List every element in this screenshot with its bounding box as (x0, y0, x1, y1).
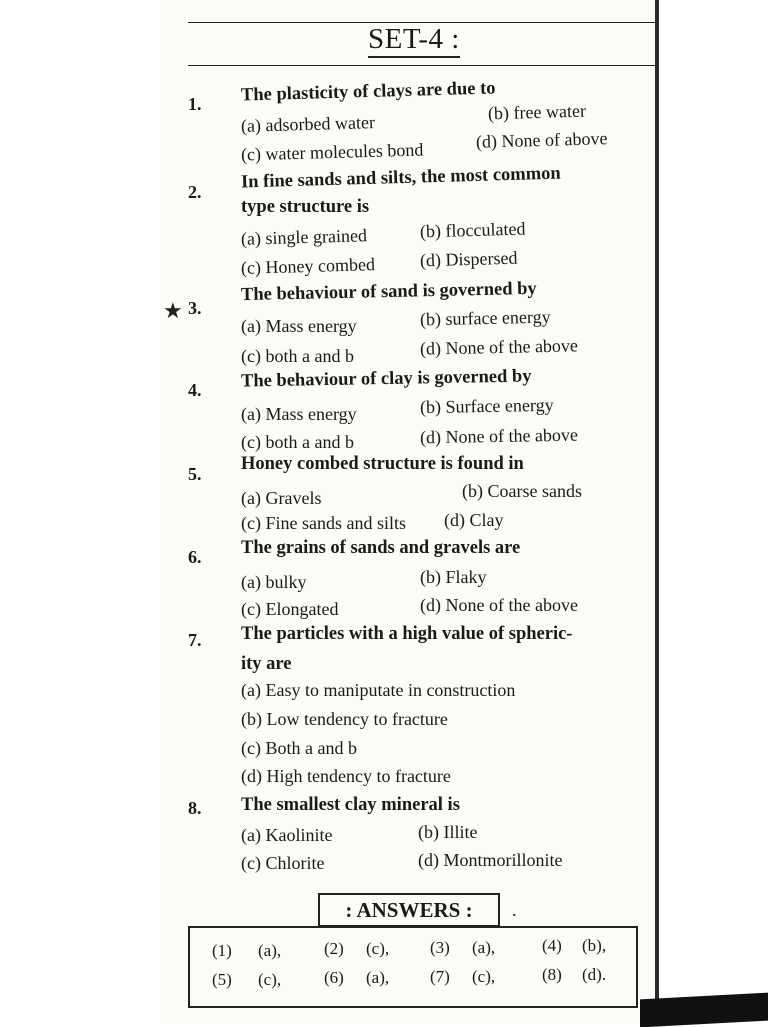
option-d: (d) None of above (475, 128, 608, 152)
answer-cell: (a), (366, 968, 390, 987)
question-text: The particles with a high value of spheric- (241, 624, 573, 644)
question-text-continued: ity are (241, 654, 292, 674)
option-a: (a) adsorbed water (240, 112, 376, 136)
option-b: (b) Surface energy (419, 394, 554, 418)
option-d: (d) None of the above (420, 595, 578, 615)
option-d: (d) Clay (444, 510, 504, 530)
option-c: (c) Elongated (241, 599, 339, 619)
question-text: Honey combed structure is found in (241, 454, 524, 474)
question-text: The plasticity of clays are due to (240, 78, 496, 106)
answer-cell: (b), (582, 936, 607, 955)
question-number: 6. (188, 547, 202, 567)
option-d: (d) Dispersed (419, 247, 518, 271)
question-text: The behaviour of clay is governed by (240, 366, 532, 392)
option-b: (b) Coarse sands (462, 481, 582, 501)
option-a: (a) Easy to maniputate in construction (241, 680, 516, 700)
page-edge-shadow (655, 0, 659, 1000)
question-text: The smallest clay mineral is (241, 795, 460, 815)
answer-cell: (8) (542, 965, 562, 984)
bottom-corner-shadow (640, 993, 768, 1027)
answer-cell: (a), (258, 941, 282, 960)
option-d: (d) None of the above (419, 335, 579, 359)
option-c: (c) Chlorite (241, 853, 325, 873)
option-a: (a) Kaolinite (241, 825, 333, 845)
answers-heading: : ANSWERS : (318, 893, 500, 927)
star-mark-icon: ★ (163, 298, 183, 323)
answer-cell: (d). (582, 965, 607, 984)
answer-cell: (3) (430, 938, 450, 957)
question-text: The behaviour of sand is governed by (240, 278, 537, 306)
option-d: (d) None of the above (419, 424, 579, 448)
answer-cell: (a), (472, 938, 496, 957)
option-a: (a) Gravels (241, 488, 322, 508)
option-a: (a) Mass energy (241, 316, 357, 336)
answer-cell: (c), (258, 970, 282, 989)
answer-cell: (5) (212, 970, 232, 989)
option-c: (c) Honey combed (240, 254, 376, 278)
option-a: (a) single grained (240, 225, 368, 249)
option-c: (c) both a and b (241, 432, 354, 452)
question-number: 5. (188, 464, 202, 484)
option-d: (d) Montmorillonite (418, 850, 563, 870)
option-b: (b) Illite (418, 822, 478, 842)
answers-dot: . (512, 900, 517, 920)
answer-cell: (c), (366, 939, 390, 958)
question-number: 1. (188, 94, 202, 114)
question-text-continued: type structure is (241, 197, 370, 217)
option-d: (d) High tendency to fracture (241, 766, 451, 786)
option-c: (c) both a and b (241, 346, 354, 366)
page-title: SET-4 : (368, 22, 460, 58)
answers-table (188, 926, 638, 1008)
option-b: (b) flocculated (419, 218, 526, 242)
answer-cell: (c), (472, 967, 496, 986)
option-a: (a) Mass energy (241, 404, 357, 424)
question-number: 2. (188, 182, 202, 202)
question-text: In fine sands and silts, the most common (240, 163, 561, 193)
answer-cell: (6) (324, 968, 344, 987)
title-rule (188, 65, 655, 66)
answer-cell: (7) (430, 967, 450, 986)
question-number: 4. (188, 380, 202, 400)
question-number: 7. (188, 630, 202, 650)
option-c: (c) water molecules bond (240, 139, 424, 165)
option-b: (b) Flaky (420, 567, 487, 587)
option-b: (b) surface energy (419, 306, 551, 330)
answer-cell: (2) (324, 939, 344, 958)
option-c: (c) Fine sands and silts (241, 513, 406, 533)
question-number: 8. (188, 798, 202, 818)
question-number: 3. (188, 298, 202, 318)
option-c: (c) Both a and b (241, 738, 357, 758)
question-text: The grains of sands and gravels are (241, 538, 521, 558)
option-a: (a) bulky (241, 572, 307, 592)
answer-cell: (1) (212, 941, 232, 960)
option-b: (b) free water (487, 100, 587, 124)
option-b: (b) Low tendency to fracture (241, 709, 448, 729)
answer-cell: (4) (542, 936, 562, 955)
